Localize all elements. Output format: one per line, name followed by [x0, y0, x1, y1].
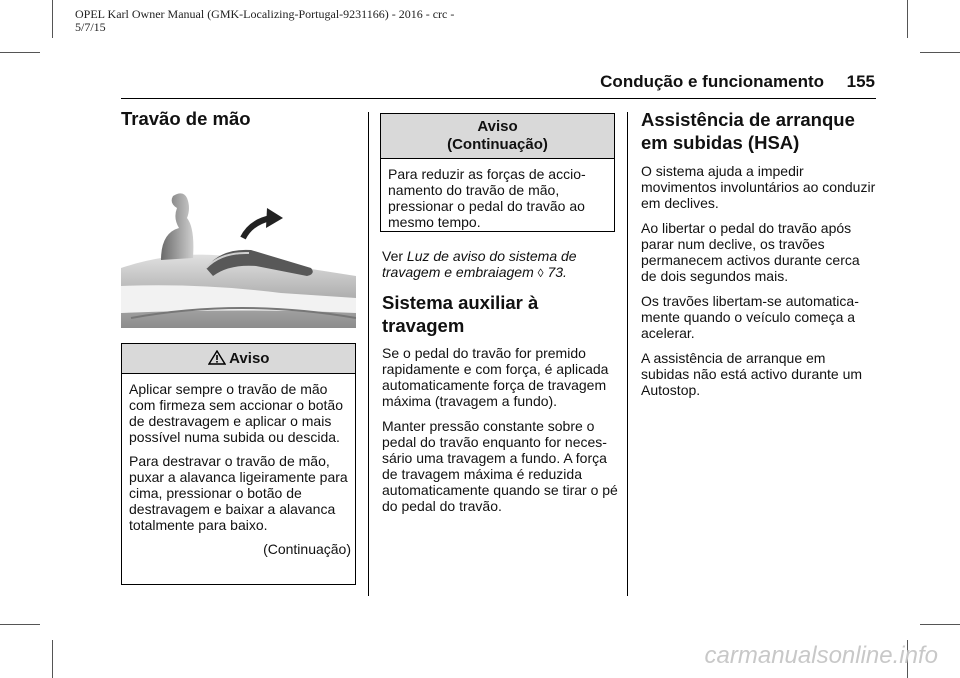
warning-triangle-icon — [208, 350, 226, 365]
body-paragraph: O sistema ajuda a impedir movimentos involuntários ao conduzir em declives. — [641, 163, 876, 211]
warning-box-handbrake — [121, 343, 356, 585]
running-header-title: Condução e funcionamento — [600, 72, 824, 91]
middle-column — [382, 248, 618, 523]
crop-mark — [0, 624, 40, 625]
crop-mark — [52, 0, 53, 38]
cross-reference — [382, 248, 618, 281]
body-paragraph: Manter pressão constante sobre o pedal do travão enquanto for neces-sário uma travagem a fundo. A força de travagem máxima é reduzida automaticamente quando se tirar o pé do pedal do travão. — [382, 418, 618, 514]
body-paragraph: Os travões libertam-se automatica-mente quando o veículo começa a acelerar. — [641, 293, 859, 341]
crop-mark — [0, 52, 40, 53]
watermark: carmanualsonline.info — [704, 642, 938, 669]
cross-reference-page[interactable]: 73. — [547, 264, 567, 280]
body-paragraph: A assistência de arranque em subidas não está activo durante um Autostop. — [641, 350, 863, 398]
warning-title: Aviso — [229, 350, 270, 367]
meta-line-1: OPEL Karl Owner Manual (GMK-Localizing-Portugal-9231166) - 2016 - crc - — [75, 7, 455, 21]
section-heading-brake-assist: Sistema auxiliar à travagem — [382, 292, 539, 336]
crop-mark — [920, 624, 960, 625]
warning-paragraph: Para destravar o travão de mão, puxar a alavanca ligeiramente para cima, pressionar o botão de destravagem e baixar a alavanca totalmente para baixo. — [129, 453, 348, 533]
column-divider — [627, 112, 628, 596]
crop-mark — [52, 640, 53, 678]
see-prefix: Ver — [382, 248, 404, 264]
meta-line-2: 5/7/15 — [75, 20, 106, 34]
warning-subtitle: (Continuação) — [447, 136, 548, 153]
body-paragraph: Ao libertar o pedal do travão após parar num declive, os travões permanecem activos durante cerca de dois segundos mais. — [641, 220, 860, 284]
handbrake-illustration — [121, 188, 356, 328]
warning-box-continued — [380, 113, 615, 232]
header-rule — [121, 98, 876, 99]
page-ref-icon: ◊ — [537, 266, 544, 280]
right-column — [641, 108, 877, 407]
section-heading-handbrake: Travão de mão — [121, 108, 251, 129]
section-heading-hill-start-assist: Assistência de arranque em subidas (HSA) — [641, 109, 855, 153]
body-paragraph: Se o pedal do travão for premido rapidamente e com força, é aplicada automaticamente força de travagem máxima (travagem a fundo). — [382, 345, 609, 409]
warning-box-header — [381, 114, 614, 159]
cross-reference-link[interactable]: Luz de aviso do sistema de travagem e embraiagem — [382, 248, 577, 280]
warning-title: Aviso — [477, 118, 518, 135]
warning-box-header — [122, 344, 355, 374]
page-number: 155 — [846, 72, 875, 91]
continued-label: (Continuação) — [263, 541, 351, 557]
crop-mark — [907, 0, 908, 38]
column-divider — [368, 112, 369, 596]
warning-paragraph: Aplicar sempre o travão de mão com firmeza sem accionar o botão de destravagem e aplicar o mais possível numa subida ou descida. — [129, 381, 343, 445]
warning-paragraph: Para reduzir as forças de accio-namento do travão de mão, pressionar o pedal do travão ao mesmo tempo. — [388, 166, 586, 230]
document-metadata — [75, 8, 454, 34]
crop-mark — [920, 52, 960, 53]
